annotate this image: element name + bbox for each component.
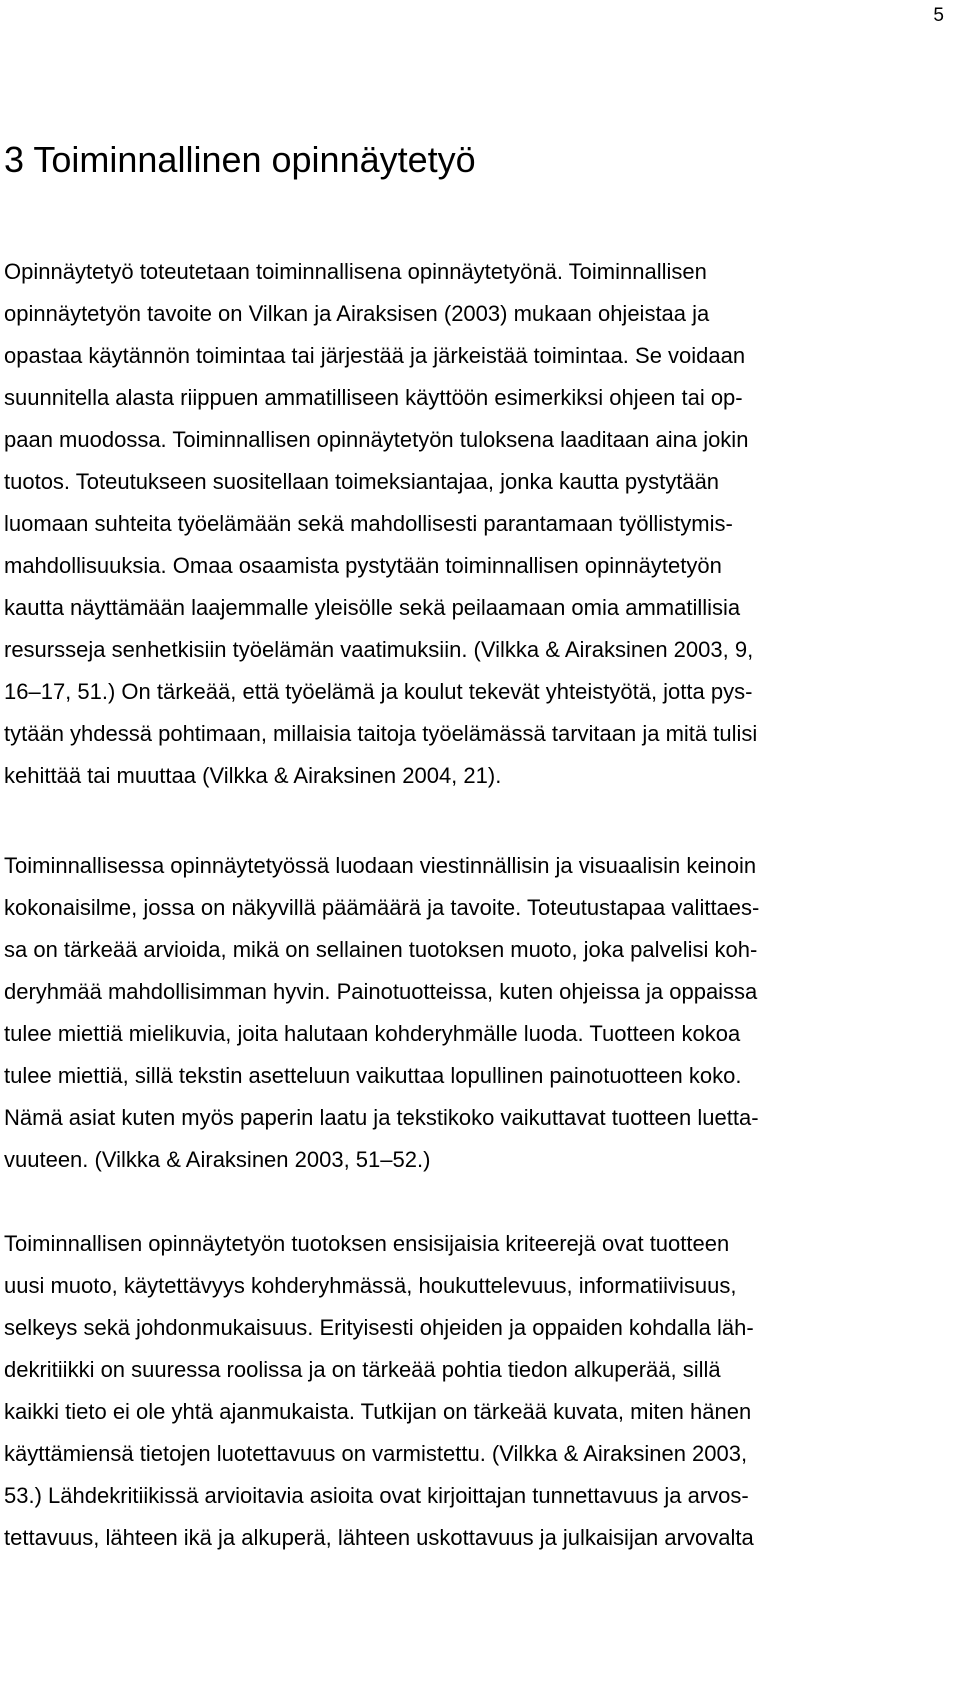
text-line: uusi muoto, käytettävyys kohderyhmässä, houkuttelevuus, informatiivisuus,: [4, 1273, 737, 1298]
text-line: kaikki tieto ei ole yhtä ajanmukaista. Tutkijan on tärkeää kuvata, miten hänen: [4, 1399, 752, 1424]
text-line: suunnitella alasta riippuen ammatilliseen käyttöön esimerkiksi ohjeen tai op-: [4, 385, 743, 410]
text-line: kokonaisilme, jossa on näkyvillä päämäärä ja tavoite. Toteutustapaa valittaes-: [4, 895, 760, 920]
text-line: resursseja senhetkisiin työelämän vaatimuksiin. (Vilkka & Airaksinen 2003, 9,: [4, 637, 754, 662]
text-line: mahdollisuuksia. Omaa osaamista pystytään toiminnallisen opinnäytetyön: [4, 553, 722, 578]
text-line: sa on tärkeää arvioida, mikä on sellainen tuotoksen muoto, joka palvelisi koh-: [4, 937, 758, 962]
text-line: käyttämiensä tietojen luotettavuus on varmistettu. (Vilkka & Airaksinen 2003,: [4, 1441, 748, 1466]
text-line: vuuteen. (Vilkka & Airaksinen 2003, 51–52.): [4, 1147, 431, 1172]
text-line: deryhmää mahdollisimman hyvin. Painotuotteissa, kuten ohjeissa ja oppaissa: [4, 979, 758, 1004]
text-line: opastaa käytännön toimintaa tai järjestää ja järkeistää toimintaa. Se voidaan: [4, 343, 746, 368]
text-line: dekritiikki on suuressa roolissa ja on tärkeää pohtia tiedon alkuperää, sillä: [4, 1357, 721, 1382]
text-line: Toiminnallisen opinnäytetyön tuotoksen ensisijaisia kriteerejä ovat tuotteen: [4, 1231, 730, 1256]
text-line: tulee miettiä, sillä tekstin asetteluun vaikuttaa lopullinen painotuotteen koko.: [4, 1063, 742, 1088]
text-line: kehittää tai muuttaa (Vilkka & Airaksinen 2004, 21).: [4, 763, 502, 788]
text-line: tettavuus, lähteen ikä ja alkuperä, lähteen uskottavuus ja julkaisijan arvovalta: [4, 1525, 754, 1550]
text-line: paan muodossa. Toiminnallisen opinnäytetyön tuloksena laaditaan aina jokin: [4, 427, 749, 452]
text-line: Toiminnallisessa opinnäytetyössä luodaan viestinnällisin ja visuaalisin keinoin: [4, 853, 757, 878]
text-line: Opinnäytetyö toteutetaan toiminnallisena opinnäytetyönä. Toiminnallisen: [4, 259, 707, 284]
text-line: tuotos. Toteutukseen suositellaan toimeksiantajaa, jonka kautta pystytään: [4, 469, 720, 494]
text-line: Nämä asiat kuten myös paperin laatu ja tekstikoko vaikuttavat tuotteen luetta-: [4, 1105, 759, 1130]
paragraph-3: [4, 1223, 956, 1559]
paragraph-2: [4, 845, 956, 1181]
page-number: 5: [933, 5, 944, 26]
text-line: 53.) Lähdekritiikissä arvioitavia asioita ovat kirjoittajan tunnettavuus ja arvos-: [4, 1483, 749, 1508]
chapter-heading: 3 Toiminnallinen opinnäytetyö: [4, 139, 476, 180]
text-line: luomaan suhteita työelämään sekä mahdollisesti parantamaan työllistymis-: [4, 511, 733, 536]
text-line: tytään yhdessä pohtimaan, millaisia taitoja työelämässä tarvitaan ja mitä tulisi: [4, 721, 758, 746]
text-line: tulee miettiä mielikuvia, joita halutaan kohderyhmälle luoda. Tuotteen kokoa: [4, 1021, 741, 1046]
text-line: kautta näyttämään laajemmalle yleisölle sekä peilaamaan omia ammatillisia: [4, 595, 741, 620]
text-line: 16–17, 51.) On tärkeää, että työelämä ja koulut tekevät yhteistyötä, jotta pys-: [4, 679, 753, 704]
text-line: selkeys sekä johdonmukaisuus. Erityisesti ohjeiden ja oppaiden kohdalla läh-: [4, 1315, 754, 1340]
paragraph-1: [4, 251, 956, 797]
text-line: opinnäytetyön tavoite on Vilkan ja Airaksisen (2003) mukaan ohjeistaa ja: [4, 301, 710, 326]
